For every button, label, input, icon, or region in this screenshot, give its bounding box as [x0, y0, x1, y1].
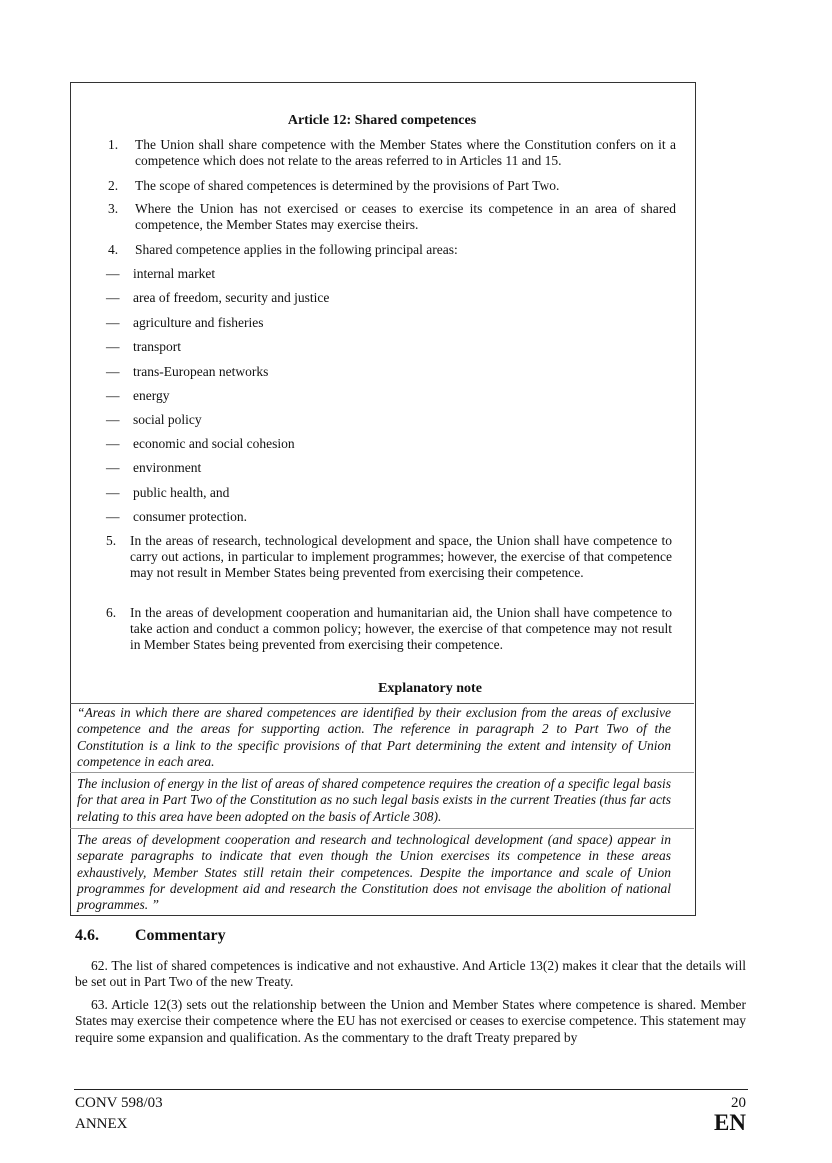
- dash-bullet: —: [106, 412, 120, 427]
- paragraph-number: 6.: [106, 605, 117, 620]
- paragraph-text: Shared competence applies in the following principal areas:: [135, 242, 458, 257]
- commentary-paragraph-63: 63. Article 12(3) sets out the relationship between the Union and Member States where competence is shared. Member States may exercise their competence where the EU has not exercised or ceases to exercise competence. This statement may require some expansion and qualification. As the commentary to the draft Treaty prepared by: [75, 997, 746, 1045]
- dash-bullet: —: [106, 364, 120, 379]
- section-title: Commentary: [135, 927, 226, 944]
- paragraph-text: In the areas of development cooperation and humanitarian aid, the Union shall have competence to take action and conduct a common policy; however, the exercise of that competence may not result in Member States being prevented from exercising their competence.: [130, 605, 672, 652]
- page-number: 20: [731, 1095, 746, 1111]
- paragraph-number: 5.: [106, 533, 117, 548]
- paragraph-text: Where the Union has not exercised or ceases to exercise its competence in an area of shared competence, the Member States may exercise theirs.: [135, 201, 676, 232]
- paragraph-number: 2.: [108, 178, 119, 193]
- area-label: economic and social cohesion: [133, 436, 295, 451]
- dash-bullet: —: [106, 266, 120, 281]
- paragraph-text: The Union shall share competence with the Member States where the Constitution confers on it a competence which does not relate to the areas referred to in Articles 11 and 15.: [135, 137, 676, 168]
- note-divider: [70, 828, 694, 829]
- area-label: internal market: [133, 266, 216, 281]
- area-label: area of freedom, security and justice: [133, 290, 330, 305]
- paragraph-number: 3.: [108, 201, 119, 216]
- area-label: transport: [133, 339, 181, 354]
- footer-divider: [74, 1089, 748, 1090]
- explanatory-note-paragraph: “Areas in which there are shared competences are identified by their exclusion from the areas of exclusive competence and the areas for supporting action. The reference in paragraph 2 to Part Two of the Constitution is a link to the specific provisions of that Part determining the extent and intensity of Union competence in each area.: [77, 705, 671, 769]
- paragraph-number: 1.: [108, 137, 119, 152]
- explanatory-note-paragraph: The areas of development cooperation and research and technological development (and space) appear in separate paragraphs to indicate that even though the Union exercises its competence in these areas exhaustively, Member States still retain their competences. Despite the importance and scale of Union programmes for development aid and research the Constitution does not envisage the abolition of national programmes. ”: [77, 832, 671, 913]
- language-code: EN: [714, 1110, 746, 1135]
- dash-bullet: —: [106, 436, 120, 451]
- area-label: social policy: [133, 412, 202, 427]
- annex-label: ANNEX: [75, 1116, 128, 1132]
- paragraph-text: In the areas of research, technological development and space, the Union shall have competence to carry out actions, in particular to implement programmes; however, the exercise of that competence may not result in Member States being prevented from exercising their competence.: [130, 533, 672, 580]
- area-label: agriculture and fisheries: [133, 315, 264, 330]
- article-title: Article 12: Shared competences: [287, 113, 477, 128]
- area-label: consumer protection.: [133, 509, 247, 524]
- dash-bullet: —: [106, 388, 120, 403]
- area-label: environment: [133, 460, 202, 475]
- dash-bullet: —: [106, 290, 120, 305]
- dash-bullet: —: [106, 485, 120, 500]
- explanatory-note-title: Explanatory note: [378, 681, 482, 696]
- dash-bullet: —: [106, 315, 120, 330]
- area-label: public health, and: [133, 485, 230, 500]
- section-number: 4.6.: [75, 927, 99, 944]
- dash-bullet: —: [106, 339, 120, 354]
- dash-bullet: —: [106, 509, 120, 524]
- paragraph-number: 4.: [108, 242, 119, 257]
- dash-bullet: —: [106, 460, 120, 475]
- note-divider: [70, 772, 694, 773]
- commentary-paragraph-62: 62. The list of shared competences is indicative and not exhaustive. And Article 13(2) makes it clear that the details will be set out in Part Two of the new Treaty.: [75, 958, 746, 990]
- paragraph-text: The scope of shared competences is determined by the provisions of Part Two.: [135, 178, 560, 193]
- area-label: energy: [133, 388, 170, 403]
- document-reference: CONV 598/03: [75, 1095, 163, 1111]
- area-label: trans-European networks: [133, 364, 269, 379]
- explanatory-note-paragraph: The inclusion of energy in the list of areas of shared competence requires the creation of a specific legal basis for that area in Part Two of the Constitution as no such legal basis exists in the current Treaties (thus far acts relating to this area have been adopted on the basis of Article 308).: [77, 776, 671, 824]
